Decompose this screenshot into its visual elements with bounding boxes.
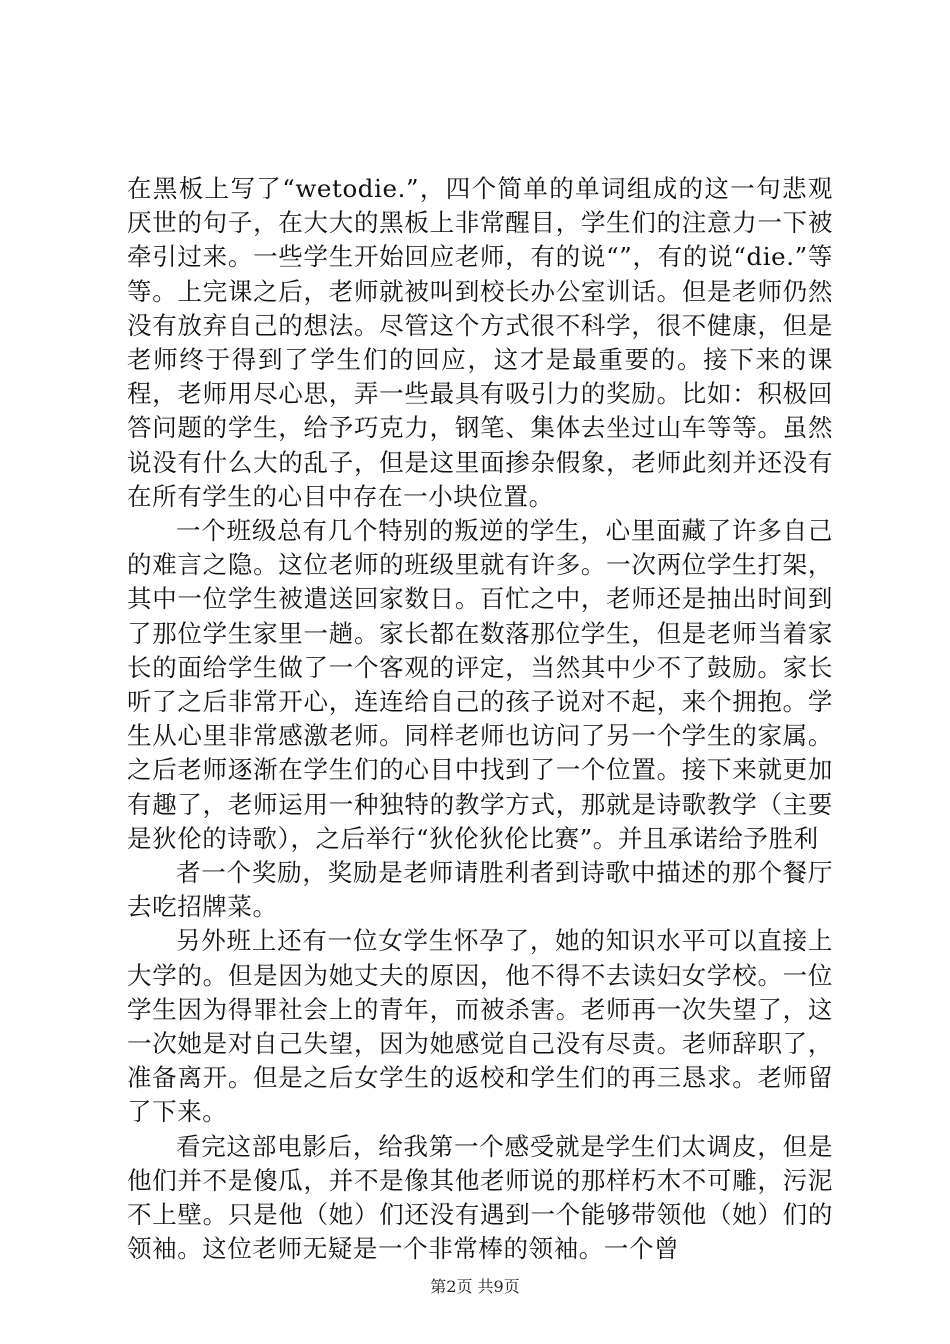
paragraph-4: 另外班上还有一位女学生怀孕了，她的知识水平可以直接上大学的。但是因为她丈夫的原因，他不得不去读妇女学校。一位学生因为得罪社会上的青年，而被杀害。老师再一次失望了，这一次她是对自己失望，因为她感觉自己没有尽责。老师辞职了，准备离开。但是之后女学生的返校和学生们的再三恳求。老师留了下来。 [127, 926, 833, 1127]
paragraph-3: 者一个奖励，奖励是老师请胜利者到诗歌中描述的那个餐厅去吃招牌菜。 [127, 858, 833, 922]
body-text [127, 172, 833, 1267]
paragraph-2: 一个班级总有几个特别的叛逆的学生，心里面藏了许多自己的难言之隐。这位老师的班级里就有许多。一次两位学生打架，其中一位学生被遣送回家数日。百忙之中，老师还是抽出时间到了那位学生家里一趟。家长都在数落那位学生，但是老师当着家长的面给学生做了一个客观的评定，当然其中少不了鼓励。家长听了之后非常开心，连连给自己的孩子说对不起，来个拥抱。学生从心里非常感激老师。同样老师也访问了另一个学生的家属。之后老师逐渐在学生们的心目中找到了一个位置。接下来就更加有趣了，老师运用一种独特的教学方式，那就是诗歌教学（主要是狄伦的诗歌），之后举行“狄伦狄伦比赛”。并且承诺给予胜利 [127, 516, 833, 853]
page-footer: 第2页 共9页 [430, 1277, 520, 1296]
paragraph-5: 看完这部电影后，给我第一个感受就是学生们太调皮，但是他们并不是傻瓜，并不是像其他老师说的那样朽木不可雕，污泥不上壁。只是他（她）们还没有遇到一个能够带领他（她）们的领袖。这位老师无疑是一个非常棒的领袖。一个曾 [127, 1131, 833, 1264]
paragraph-1: 在黑板上写了“wetodie.”，四个简单的单词组成的这一句悲观厌世的句子，在大大的黑板上非常醒目，学生们的注意力一下被牵引过来。一些学生开始回应老师，有的说“”，有的说“die.”等等。上完课之后，老师就被叫到校长办公室训话。但是老师仍然没有放弃自己的想法。尽管这个方式很不科学，很不健康，但是老师终于得到了学生们的回应，这才是最重要的。接下来的课程，老师用尽心思，弄一些最具有吸引力的奖励。比如：积极回答问题的学生，给予巧克力，钢笔、集体去坐过山车等等。虽然说没有什么大的乱子，但是这里面掺杂假象，老师此刻并还没有在所有学生的心目中存在一小块位置。 [127, 174, 833, 511]
